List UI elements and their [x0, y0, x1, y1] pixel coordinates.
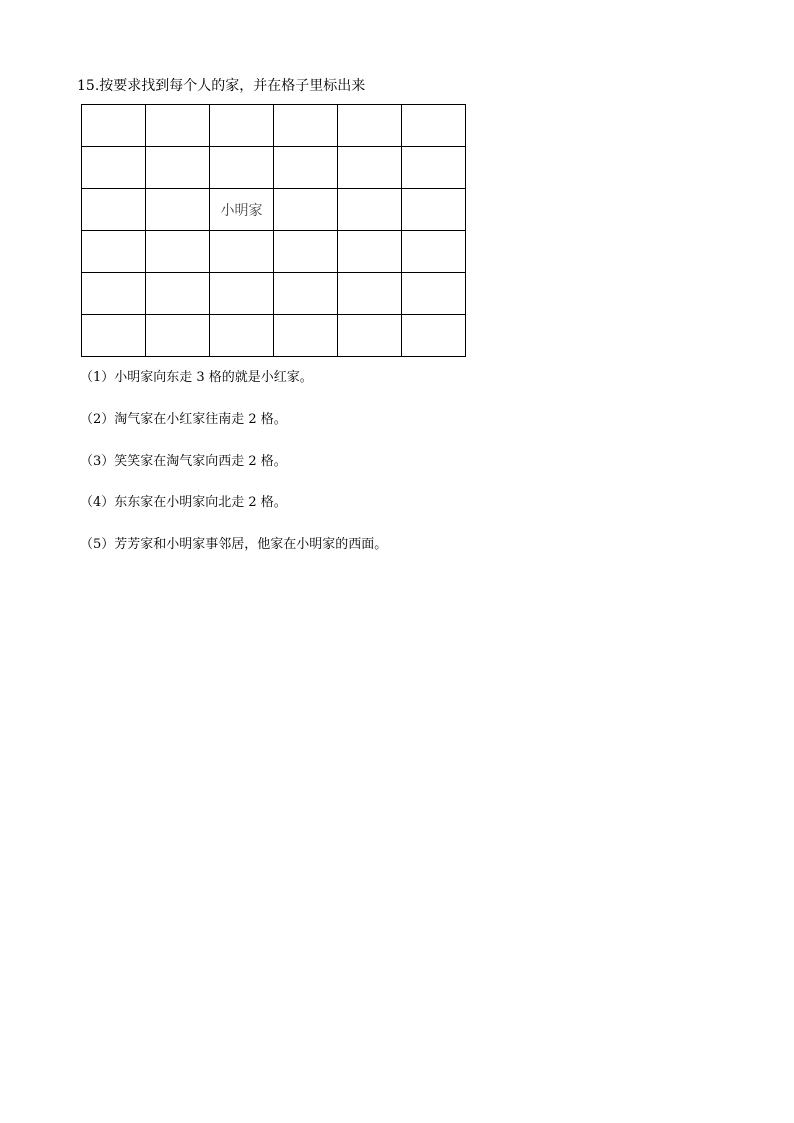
grid-row	[82, 105, 466, 147]
grid-cell[interactable]	[274, 315, 338, 357]
grid-cell[interactable]	[82, 231, 146, 273]
grid-cell[interactable]	[338, 231, 402, 273]
grid-row	[82, 273, 466, 315]
grid-cell[interactable]	[274, 273, 338, 315]
grid-cell[interactable]	[146, 231, 210, 273]
grid-cell[interactable]	[210, 147, 274, 189]
grid-cell[interactable]	[210, 315, 274, 357]
grid-cell[interactable]	[210, 231, 274, 273]
grid-cell[interactable]	[338, 105, 402, 147]
grid-cell-xiaoming-home[interactable]: 小明家	[210, 189, 274, 231]
grid-cell[interactable]	[274, 105, 338, 147]
grid-cell[interactable]	[274, 189, 338, 231]
grid-cell[interactable]	[402, 315, 466, 357]
clue-3: （3）笑笑家在淘气家向西走 2 格。	[80, 454, 287, 469]
question-title: 15.按要求找到每个人的家，并在格子里标出来	[77, 78, 366, 94]
grid-cell[interactable]	[338, 315, 402, 357]
grid-cell[interactable]	[146, 105, 210, 147]
grid-row	[82, 189, 466, 231]
grid-cell[interactable]	[402, 231, 466, 273]
clue-1: （1）小明家向东走 3 格的就是小红家。	[80, 370, 313, 385]
grid-cell[interactable]	[402, 105, 466, 147]
grid-cell[interactable]	[146, 315, 210, 357]
grid-row	[82, 147, 466, 189]
grid-cell[interactable]	[210, 105, 274, 147]
clue-4: （4）东东家在小明家向北走 2 格。	[80, 495, 287, 510]
grid-cell[interactable]	[82, 189, 146, 231]
grid-row	[82, 315, 466, 357]
grid-cell[interactable]	[210, 273, 274, 315]
grid-cell[interactable]	[402, 147, 466, 189]
grid-cell[interactable]	[82, 315, 146, 357]
grid-cell[interactable]	[82, 273, 146, 315]
clue-2: （2）淘气家在小红家往南走 2 格。	[80, 412, 287, 427]
grid-cell[interactable]	[274, 231, 338, 273]
grid-cell[interactable]	[82, 147, 146, 189]
grid-cell[interactable]	[402, 273, 466, 315]
grid-cell[interactable]	[338, 273, 402, 315]
clue-5: （5）芳芳家和小明家事邻居，他家在小明家的西面。	[80, 537, 388, 552]
grid-cell[interactable]	[82, 105, 146, 147]
grid-cell[interactable]	[402, 189, 466, 231]
grid-cell[interactable]	[338, 147, 402, 189]
grid-cell[interactable]	[146, 147, 210, 189]
map-grid	[81, 104, 466, 357]
grid-row	[82, 231, 466, 273]
grid-cell[interactable]	[338, 189, 402, 231]
grid-cell[interactable]	[274, 147, 338, 189]
grid-cell[interactable]	[146, 273, 210, 315]
grid-cell[interactable]	[146, 189, 210, 231]
